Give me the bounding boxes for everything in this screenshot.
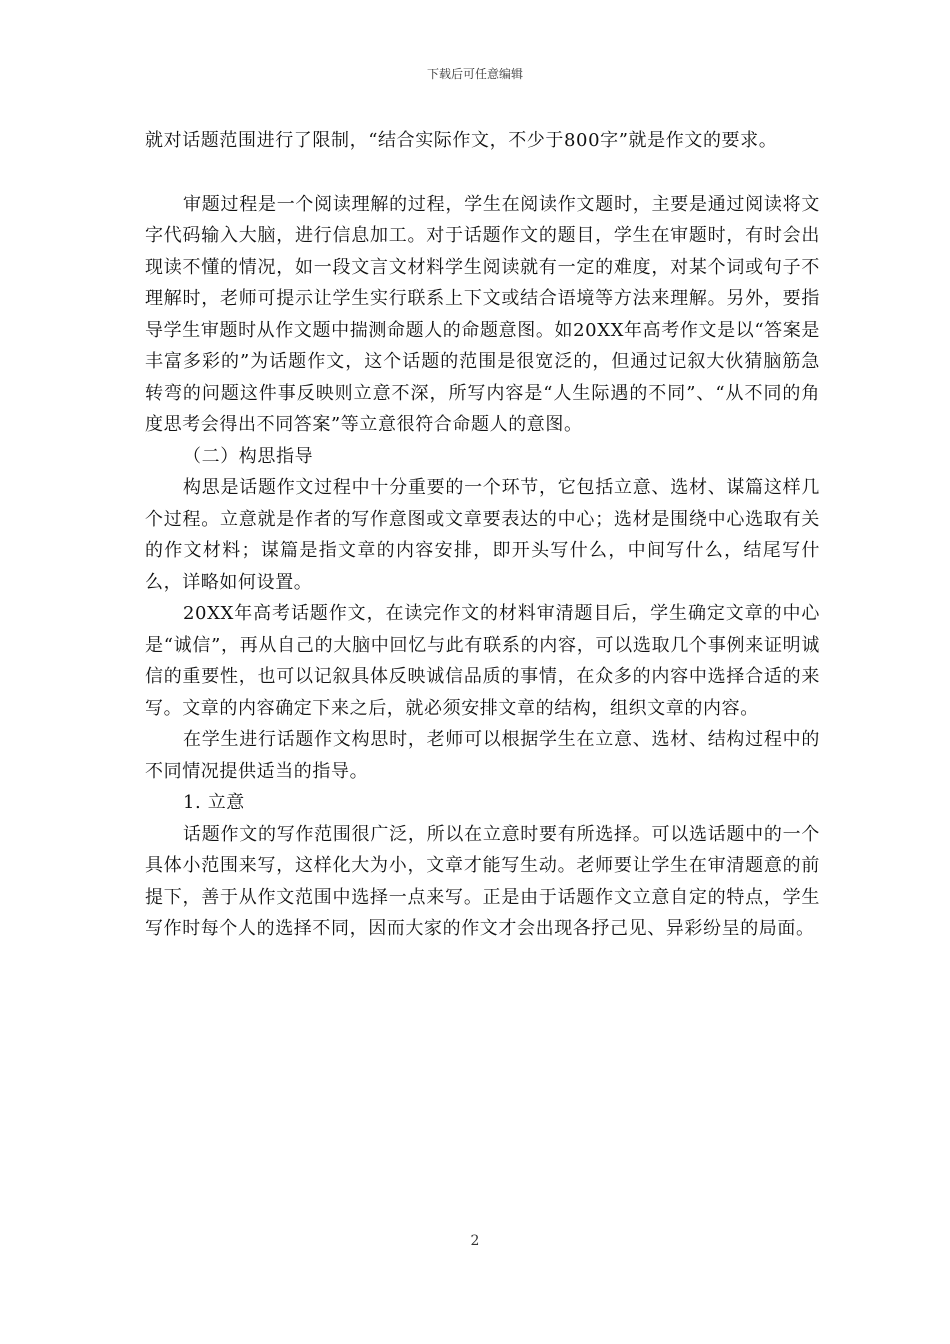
paragraph-requirement: 就对话题范围进行了限制，“结合实际作文，不少于800字”就是作文的要求。 bbox=[145, 130, 778, 151]
paragraph-reading-comprehension: 审题过程是一个阅读理解的过程，学生在阅读作文题时，主要是通过阅读将文字代码输入大脑，进行信息加工。对于话题作文的题目，学生在审题时，有时会出现读不懂的情况，如一段文言文材料学生阅读就有一定的难度，对某个词或句子不理解时，老师可提示让学生实行联系上下文或结合语境等方法来理解。另外，要指导学生审题时从作文题中揣测命题人的命题意图。如20XX年高考作文是以“答案是丰富多彩的”为话题作文，这个话题的范围是很宽泛的，但通过记叙大伙猜脑筋急转弯的问题这件事反映则立意不深，所写内容是“人生际遇的不同”、“从不同的角度思考会得出不同答案”等立意很符合命题人的意图。 bbox=[145, 193, 820, 435]
page-header: 下载后可任意编辑 bbox=[426, 67, 523, 81]
paragraph-teacher-guidance: 在学生进行话题作文构思时，老师可以根据学生在立意、选材、结构过程中的不同情况提供适当的指导。 bbox=[145, 729, 820, 782]
paragraph-theme: 话题作文的写作范围很广泛，所以在立意时要有所选择。可以选话题中的一个具体小范围来写，这样化大为小，文章才能写生动。老师要让学生在审清题意的前提下，善于从作文范围中选择一点来写。正是由于话题作文立意自定的特点，学生写作时每个人的选择不同，因而大家的作文才会出现各抒己见、异彩纷呈的局面。 bbox=[145, 823, 820, 939]
subheading-theme: 1. 立意 bbox=[183, 792, 245, 813]
document-body bbox=[145, 125, 820, 945]
paragraph-integrity-example: 20XX年高考话题作文，在读完作文的材料审清题目后，学生确定文章的中心是“诚信”，再从自己的大脑中回忆与此有联系的内容，可以选取几个事例来证明诚信的重要性，也可以记叙具体反映诚信品质的事情，在众多的内容中选择合适的来写。文章的内容确定下来之后，就必须安排文章的结构，组织文章的内容。 bbox=[145, 603, 820, 719]
section-heading-conception: （二）构思指导 bbox=[183, 445, 314, 467]
paragraph-conception: 构思是话题作文过程中十分重要的一个环节，它包括立意、选材、谋篇这样几个过程。立意就是作者的写作意图或文章要表达的中心；选材是围绕中心选取有关的作文材料；谋篇是指文章的内容安排，即开头写什么，中间写什么，结尾写什么，详略如何设置。 bbox=[145, 477, 820, 593]
page-number: 2 bbox=[470, 1233, 480, 1249]
